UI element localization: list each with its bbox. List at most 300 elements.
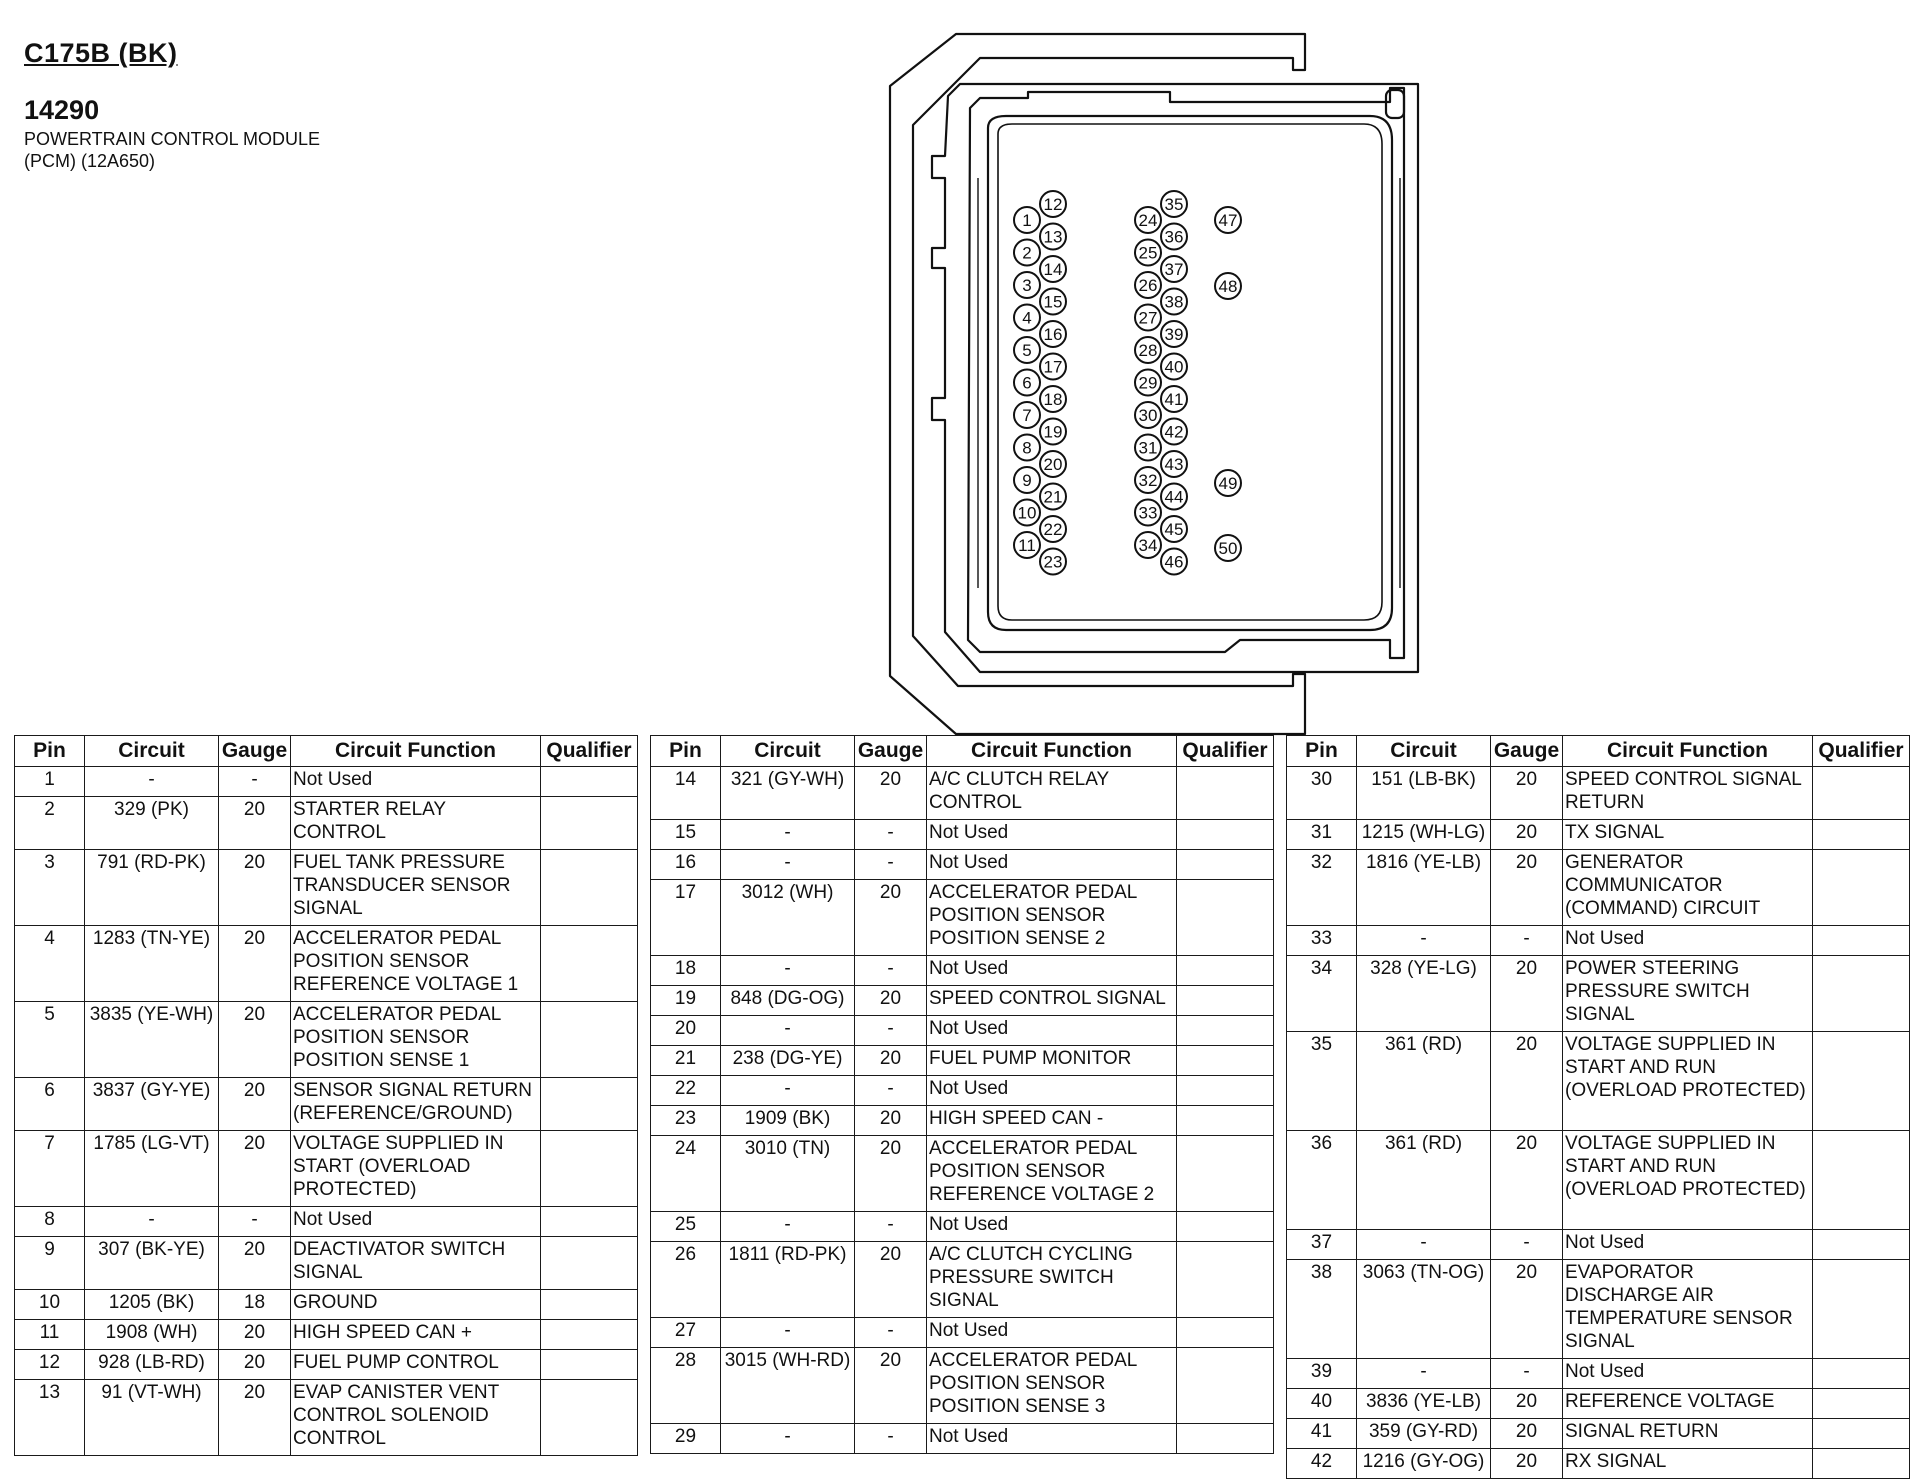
cell-qualifier bbox=[1813, 1449, 1910, 1479]
column-header-function: Circuit Function bbox=[1563, 736, 1813, 767]
cell-qualifier bbox=[1813, 926, 1910, 956]
cell-gauge: - bbox=[855, 1318, 927, 1348]
cell-pin: 30 bbox=[1287, 767, 1357, 820]
cell-gauge: 20 bbox=[855, 1242, 927, 1318]
table-row bbox=[15, 797, 638, 850]
cell-function: ACCELERATOR PEDAL POSITION SENSOR POSITION SENSE 3 bbox=[927, 1348, 1177, 1424]
cell-qualifier bbox=[541, 850, 638, 926]
table-row bbox=[1287, 1032, 1910, 1131]
pin-number-label: 4 bbox=[1022, 308, 1032, 328]
cell-pin: 14 bbox=[651, 767, 721, 820]
pin-number-label: 19 bbox=[1043, 422, 1063, 442]
pin-number-label: 36 bbox=[1164, 227, 1184, 247]
cell-circuit: - bbox=[721, 1212, 855, 1242]
cell-qualifier bbox=[1177, 1016, 1274, 1046]
table-row bbox=[651, 956, 1274, 986]
table-row bbox=[1287, 1230, 1910, 1260]
pinout-table-2 bbox=[650, 735, 1274, 1454]
cell-function: SIGNAL RETURN bbox=[1563, 1419, 1813, 1449]
pin-number-label: 10 bbox=[1017, 503, 1037, 523]
pin-number-label: 50 bbox=[1218, 539, 1238, 558]
pin-number-label: 43 bbox=[1164, 455, 1184, 474]
table-row bbox=[1287, 767, 1910, 820]
column-header-function: Circuit Function bbox=[927, 736, 1177, 767]
connector-id: C175B (BK) bbox=[24, 38, 178, 68]
table-row bbox=[1287, 1359, 1910, 1389]
cell-gauge: 20 bbox=[1491, 1260, 1563, 1359]
connector-header bbox=[24, 38, 320, 172]
table-row bbox=[15, 1207, 638, 1237]
pin-number-label: 17 bbox=[1043, 357, 1063, 377]
cell-pin: 5 bbox=[15, 1002, 85, 1078]
cell-function: ACCELERATOR PEDAL POSITION SENSOR REFERENCE VOLTAGE 2 bbox=[927, 1136, 1177, 1212]
table-row bbox=[1287, 1449, 1910, 1479]
cell-circuit: 1216 (GY-OG) bbox=[1357, 1449, 1491, 1479]
cell-pin: 6 bbox=[15, 1078, 85, 1131]
cell-circuit: 3012 (WH) bbox=[721, 880, 855, 956]
cell-circuit: - bbox=[1357, 1359, 1491, 1389]
cell-qualifier bbox=[1813, 1032, 1910, 1131]
pin-number-label: 13 bbox=[1043, 227, 1063, 247]
cell-circuit: 1908 (WH) bbox=[85, 1320, 219, 1350]
cell-pin: 24 bbox=[651, 1136, 721, 1212]
cell-function: VOLTAGE SUPPLIED IN START AND RUN (OVERLOAD PROTECTED) bbox=[1563, 1131, 1813, 1230]
cell-pin: 29 bbox=[651, 1424, 721, 1454]
pin-number-label: 1 bbox=[1022, 211, 1032, 230]
cell-circuit: 3010 (TN) bbox=[721, 1136, 855, 1212]
cell-function: SPEED CONTROL SIGNAL RETURN bbox=[1563, 767, 1813, 820]
cell-gauge: 20 bbox=[1491, 1449, 1563, 1479]
cell-gauge: 20 bbox=[219, 926, 291, 1002]
cell-circuit: - bbox=[1357, 926, 1491, 956]
cell-pin: 36 bbox=[1287, 1131, 1357, 1230]
table-row bbox=[651, 1016, 1274, 1046]
table-row bbox=[1287, 1131, 1910, 1230]
cell-circuit: 1215 (WH-LG) bbox=[1357, 820, 1491, 850]
cell-qualifier bbox=[1177, 850, 1274, 880]
cell-qualifier bbox=[1177, 820, 1274, 850]
cell-pin: 1 bbox=[15, 767, 85, 797]
cell-circuit: - bbox=[85, 1207, 219, 1237]
cell-pin: 20 bbox=[651, 1016, 721, 1046]
cell-qualifier bbox=[541, 926, 638, 1002]
pin-number-label: 16 bbox=[1043, 325, 1063, 344]
cell-pin: 9 bbox=[15, 1237, 85, 1290]
cell-pin: 8 bbox=[15, 1207, 85, 1237]
cell-qualifier bbox=[541, 1131, 638, 1207]
cell-pin: 26 bbox=[651, 1242, 721, 1318]
pin-number-label: 3 bbox=[1022, 276, 1032, 295]
cell-function: REFERENCE VOLTAGE bbox=[1563, 1389, 1813, 1419]
cell-qualifier bbox=[541, 797, 638, 850]
cell-gauge: 18 bbox=[219, 1290, 291, 1320]
table-row bbox=[651, 986, 1274, 1016]
table-row bbox=[651, 1424, 1274, 1454]
table-row bbox=[15, 1237, 638, 1290]
cell-gauge: 20 bbox=[1491, 820, 1563, 850]
cell-gauge: 20 bbox=[219, 1078, 291, 1131]
table-row bbox=[15, 767, 638, 797]
pin-number-label: 6 bbox=[1022, 373, 1032, 393]
cell-function: VOLTAGE SUPPLIED IN START (OVERLOAD PROTECTED) bbox=[291, 1131, 541, 1207]
cell-gauge: 20 bbox=[855, 1348, 927, 1424]
cell-function: Not Used bbox=[927, 1318, 1177, 1348]
cell-qualifier bbox=[1177, 1212, 1274, 1242]
cell-pin: 3 bbox=[15, 850, 85, 926]
connector-face-diagram bbox=[870, 28, 1460, 740]
column-header-gauge: Gauge bbox=[1491, 736, 1563, 767]
column-header-qualifier: Qualifier bbox=[1813, 736, 1910, 767]
cell-circuit: - bbox=[721, 1076, 855, 1106]
cell-pin: 22 bbox=[651, 1076, 721, 1106]
table-row bbox=[651, 1348, 1274, 1424]
cell-pin: 17 bbox=[651, 880, 721, 956]
pin-group bbox=[1014, 191, 1241, 575]
pin-number-label: 23 bbox=[1043, 552, 1063, 572]
cell-qualifier bbox=[1177, 1242, 1274, 1318]
cell-circuit: 1283 (TN-YE) bbox=[85, 926, 219, 1002]
cell-qualifier bbox=[1813, 850, 1910, 926]
pin-number-label: 48 bbox=[1218, 277, 1238, 296]
pin-number-label: 40 bbox=[1164, 357, 1184, 377]
cell-qualifier bbox=[1177, 880, 1274, 956]
column-header-gauge: Gauge bbox=[855, 736, 927, 767]
cell-function: HIGH SPEED CAN + bbox=[291, 1320, 541, 1350]
cell-gauge: 20 bbox=[855, 767, 927, 820]
cell-circuit: 307 (BK-YE) bbox=[85, 1237, 219, 1290]
cell-gauge: 20 bbox=[1491, 1389, 1563, 1419]
cell-function: ACCELERATOR PEDAL POSITION SENSOR REFERENCE VOLTAGE 1 bbox=[291, 926, 541, 1002]
cell-circuit: 328 (YE-LG) bbox=[1357, 956, 1491, 1032]
cell-circuit: - bbox=[721, 1424, 855, 1454]
cell-pin: 32 bbox=[1287, 850, 1357, 926]
table-row bbox=[651, 767, 1274, 820]
cell-gauge: - bbox=[1491, 1359, 1563, 1389]
cell-qualifier bbox=[1813, 956, 1910, 1032]
cell-qualifier bbox=[541, 1320, 638, 1350]
cell-circuit: 1816 (YE-LB) bbox=[1357, 850, 1491, 926]
cell-gauge: 20 bbox=[219, 1350, 291, 1380]
cell-qualifier bbox=[1813, 1359, 1910, 1389]
cell-qualifier bbox=[541, 1290, 638, 1320]
table-row bbox=[1287, 1419, 1910, 1449]
cell-qualifier bbox=[541, 1380, 638, 1456]
cell-function: HIGH SPEED CAN - bbox=[927, 1106, 1177, 1136]
cell-circuit: 848 (DG-OG) bbox=[721, 986, 855, 1016]
cell-gauge: 20 bbox=[219, 850, 291, 926]
cell-pin: 28 bbox=[651, 1348, 721, 1424]
component-description bbox=[24, 128, 320, 172]
cell-function: FUEL TANK PRESSURE TRANSDUCER SENSOR SIGNAL bbox=[291, 850, 541, 926]
cell-pin: 25 bbox=[651, 1212, 721, 1242]
cell-function: A/C CLUTCH CYCLING PRESSURE SWITCH SIGNAL bbox=[927, 1242, 1177, 1318]
table-row bbox=[651, 1106, 1274, 1136]
cell-function: SPEED CONTROL SIGNAL bbox=[927, 986, 1177, 1016]
table-row bbox=[15, 1078, 638, 1131]
cell-circuit: 321 (GY-WH) bbox=[721, 767, 855, 820]
pin-number-label: 42 bbox=[1164, 422, 1184, 442]
cell-circuit: 361 (RD) bbox=[1357, 1032, 1491, 1131]
cell-gauge: - bbox=[855, 1076, 927, 1106]
column-header-gauge: Gauge bbox=[219, 736, 291, 767]
cell-qualifier bbox=[1813, 1230, 1910, 1260]
cell-qualifier bbox=[1177, 1348, 1274, 1424]
pin-number-label: 28 bbox=[1138, 341, 1158, 360]
cell-qualifier bbox=[1177, 1318, 1274, 1348]
cell-function: SENSOR SIGNAL RETURN (REFERENCE/GROUND) bbox=[291, 1078, 541, 1131]
cell-gauge: 20 bbox=[855, 1106, 927, 1136]
cell-function: ACCELERATOR PEDAL POSITION SENSOR POSITION SENSE 2 bbox=[927, 880, 1177, 956]
table-row bbox=[1287, 956, 1910, 1032]
pin-number-label: 14 bbox=[1043, 260, 1063, 279]
cell-function: A/C CLUTCH RELAY CONTROL bbox=[927, 767, 1177, 820]
table-row bbox=[651, 1136, 1274, 1212]
cell-circuit: 791 (RD-PK) bbox=[85, 850, 219, 926]
cell-gauge: - bbox=[855, 850, 927, 880]
cell-circuit: 329 (PK) bbox=[85, 797, 219, 850]
cell-gauge: 20 bbox=[1491, 1032, 1563, 1131]
cell-pin: 13 bbox=[15, 1380, 85, 1456]
cell-function: RX SIGNAL bbox=[1563, 1449, 1813, 1479]
cell-function: FUEL PUMP MONITOR bbox=[927, 1046, 1177, 1076]
cell-circuit: 361 (RD) bbox=[1357, 1131, 1491, 1230]
cell-pin: 33 bbox=[1287, 926, 1357, 956]
cell-qualifier bbox=[1177, 1076, 1274, 1106]
pin-number-label: 37 bbox=[1164, 260, 1184, 279]
cell-circuit: 3015 (WH-RD) bbox=[721, 1348, 855, 1424]
cell-function: Not Used bbox=[291, 767, 541, 797]
cell-gauge: 20 bbox=[855, 880, 927, 956]
cell-function: GROUND bbox=[291, 1290, 541, 1320]
cell-gauge: 20 bbox=[219, 797, 291, 850]
cell-gauge: - bbox=[855, 956, 927, 986]
pin-number-label: 15 bbox=[1043, 292, 1063, 312]
cell-circuit: 3837 (GY-YE) bbox=[85, 1078, 219, 1131]
cell-function: STARTER RELAY CONTROL bbox=[291, 797, 541, 850]
cell-pin: 12 bbox=[15, 1350, 85, 1380]
cell-pin: 42 bbox=[1287, 1449, 1357, 1479]
cell-pin: 4 bbox=[15, 926, 85, 1002]
cell-function: Not Used bbox=[1563, 1230, 1813, 1260]
pinout-table-1 bbox=[14, 735, 638, 1456]
cell-qualifier bbox=[1177, 1424, 1274, 1454]
table-row bbox=[651, 820, 1274, 850]
pin-number-label: 33 bbox=[1138, 503, 1158, 523]
cell-circuit: - bbox=[721, 1318, 855, 1348]
cell-gauge: 20 bbox=[855, 986, 927, 1016]
pin-number-label: 25 bbox=[1138, 243, 1158, 263]
cell-pin: 27 bbox=[651, 1318, 721, 1348]
column-header-pin: Pin bbox=[15, 736, 85, 767]
cell-function: Not Used bbox=[291, 1207, 541, 1237]
cell-gauge: 20 bbox=[1491, 850, 1563, 926]
pin-number-label: 26 bbox=[1138, 276, 1158, 295]
cell-function: Not Used bbox=[927, 1076, 1177, 1106]
cell-qualifier bbox=[541, 767, 638, 797]
pin-number-label: 12 bbox=[1043, 195, 1063, 214]
cell-qualifier bbox=[541, 1078, 638, 1131]
cell-pin: 37 bbox=[1287, 1230, 1357, 1260]
pin-number-label: 38 bbox=[1164, 292, 1184, 312]
cell-circuit: 238 (DG-YE) bbox=[721, 1046, 855, 1076]
cell-function: Not Used bbox=[1563, 926, 1813, 956]
pin-number-label: 49 bbox=[1218, 474, 1238, 493]
cell-pin: 7 bbox=[15, 1131, 85, 1207]
cell-circuit: 1811 (RD-PK) bbox=[721, 1242, 855, 1318]
pin-number-label: 39 bbox=[1164, 325, 1184, 344]
cell-gauge: 20 bbox=[1491, 1419, 1563, 1449]
cell-qualifier bbox=[541, 1207, 638, 1237]
pin-number-label: 22 bbox=[1043, 520, 1063, 539]
cell-gauge: 20 bbox=[1491, 1131, 1563, 1230]
table-row bbox=[651, 1046, 1274, 1076]
cell-circuit: 1909 (BK) bbox=[721, 1106, 855, 1136]
cell-circuit: 3836 (YE-LB) bbox=[1357, 1389, 1491, 1419]
latch-window bbox=[1386, 90, 1404, 118]
table-row bbox=[15, 1290, 638, 1320]
table-row bbox=[651, 1212, 1274, 1242]
cell-pin: 23 bbox=[651, 1106, 721, 1136]
cell-qualifier bbox=[541, 1002, 638, 1078]
part-number: 14290 bbox=[24, 95, 100, 125]
cell-function: Not Used bbox=[927, 1016, 1177, 1046]
cell-pin: 15 bbox=[651, 820, 721, 850]
cell-qualifier bbox=[1813, 1131, 1910, 1230]
cell-gauge: - bbox=[1491, 926, 1563, 956]
table-row bbox=[651, 850, 1274, 880]
pin-number-label: 2 bbox=[1022, 243, 1032, 263]
cell-pin: 10 bbox=[15, 1290, 85, 1320]
cell-function: DEACTIVATOR SWITCH SIGNAL bbox=[291, 1237, 541, 1290]
cell-qualifier bbox=[1177, 1106, 1274, 1136]
column-header-circuit: Circuit bbox=[85, 736, 219, 767]
cell-qualifier bbox=[1813, 767, 1910, 820]
pin-number-label: 32 bbox=[1138, 471, 1158, 490]
cell-circuit: 359 (GY-RD) bbox=[1357, 1419, 1491, 1449]
cell-circuit: 1785 (LG-VT) bbox=[85, 1131, 219, 1207]
pin-number-label: 5 bbox=[1022, 341, 1032, 360]
cell-circuit: - bbox=[721, 1016, 855, 1046]
cell-qualifier bbox=[1813, 820, 1910, 850]
cell-function: POWER STEERING PRESSURE SWITCH SIGNAL bbox=[1563, 956, 1813, 1032]
cell-qualifier bbox=[1813, 1260, 1910, 1359]
table-row bbox=[651, 880, 1274, 956]
table-row bbox=[15, 1380, 638, 1456]
column-header-circuit: Circuit bbox=[1357, 736, 1491, 767]
cell-function: Not Used bbox=[927, 1424, 1177, 1454]
cell-gauge: - bbox=[855, 820, 927, 850]
cell-qualifier bbox=[1177, 1136, 1274, 1212]
cell-function: Not Used bbox=[927, 850, 1177, 880]
cell-circuit: 91 (VT-WH) bbox=[85, 1380, 219, 1456]
cell-qualifier bbox=[1177, 1046, 1274, 1076]
cell-function: Not Used bbox=[1563, 1359, 1813, 1389]
cell-pin: 41 bbox=[1287, 1419, 1357, 1449]
cell-gauge: 20 bbox=[219, 1131, 291, 1207]
cell-gauge: - bbox=[855, 1016, 927, 1046]
cell-gauge: 20 bbox=[1491, 956, 1563, 1032]
table-row bbox=[651, 1076, 1274, 1106]
cell-qualifier bbox=[541, 1237, 638, 1290]
cell-qualifier bbox=[1177, 956, 1274, 986]
cell-circuit: - bbox=[721, 820, 855, 850]
pin-number-label: 7 bbox=[1022, 406, 1032, 425]
cell-function: Not Used bbox=[927, 1212, 1177, 1242]
cell-circuit: 3835 (YE-WH) bbox=[85, 1002, 219, 1078]
table-row bbox=[1287, 820, 1910, 850]
description-line-1: POWERTRAIN CONTROL MODULE bbox=[24, 129, 321, 149]
cell-function: VOLTAGE SUPPLIED IN START AND RUN (OVERLOAD PROTECTED) bbox=[1563, 1032, 1813, 1131]
table-row bbox=[1287, 850, 1910, 926]
cell-gauge: - bbox=[1491, 1230, 1563, 1260]
column-header-pin: Pin bbox=[651, 736, 721, 767]
cell-pin: 40 bbox=[1287, 1389, 1357, 1419]
table-row bbox=[1287, 926, 1910, 956]
pin-number-label: 24 bbox=[1138, 211, 1158, 230]
cell-gauge: 20 bbox=[219, 1002, 291, 1078]
pin-number-label: 9 bbox=[1022, 471, 1032, 490]
cell-gauge: 20 bbox=[219, 1237, 291, 1290]
cell-pin: 11 bbox=[15, 1320, 85, 1350]
pin-number-label: 20 bbox=[1043, 455, 1063, 474]
description-line-2: (PCM) (12A650) bbox=[24, 151, 156, 171]
pin-number-label: 34 bbox=[1138, 536, 1158, 555]
cell-pin: 39 bbox=[1287, 1359, 1357, 1389]
cell-qualifier bbox=[1813, 1419, 1910, 1449]
cell-qualifier bbox=[1177, 986, 1274, 1016]
cell-circuit: 1205 (BK) bbox=[85, 1290, 219, 1320]
cell-function: EVAP CANISTER VENT CONTROL SOLENOID CONTROL bbox=[291, 1380, 541, 1456]
cell-function: FUEL PUMP CONTROL bbox=[291, 1350, 541, 1380]
cell-pin: 16 bbox=[651, 850, 721, 880]
cell-function: ACCELERATOR PEDAL POSITION SENSOR POSITION SENSE 1 bbox=[291, 1002, 541, 1078]
cell-function: GENERATOR COMMUNICATOR (COMMAND) CIRCUIT bbox=[1563, 850, 1813, 926]
column-header-function: Circuit Function bbox=[291, 736, 541, 767]
pin-number-label: 29 bbox=[1138, 373, 1158, 393]
cell-circuit: - bbox=[721, 850, 855, 880]
table-row bbox=[651, 1242, 1274, 1318]
cell-pin: 38 bbox=[1287, 1260, 1357, 1359]
pin-number-label: 35 bbox=[1164, 195, 1184, 214]
pin-number-label: 21 bbox=[1043, 487, 1063, 507]
cell-pin: 21 bbox=[651, 1046, 721, 1076]
pin-number-label: 30 bbox=[1138, 406, 1158, 425]
cell-gauge: 20 bbox=[219, 1320, 291, 1350]
pin-number-label: 46 bbox=[1164, 552, 1184, 572]
cell-pin: 19 bbox=[651, 986, 721, 1016]
cell-pin: 2 bbox=[15, 797, 85, 850]
pin-number-label: 27 bbox=[1138, 308, 1158, 328]
cell-circuit: 3063 (TN-OG) bbox=[1357, 1260, 1491, 1359]
cell-gauge: 20 bbox=[219, 1380, 291, 1456]
table-row bbox=[15, 926, 638, 1002]
cell-function: Not Used bbox=[927, 956, 1177, 986]
pin-number-label: 45 bbox=[1164, 520, 1184, 539]
column-header-qualifier: Qualifier bbox=[1177, 736, 1274, 767]
cell-function: Not Used bbox=[927, 820, 1177, 850]
column-header-pin: Pin bbox=[1287, 736, 1357, 767]
pin-number-label: 44 bbox=[1164, 487, 1184, 507]
cell-pin: 31 bbox=[1287, 820, 1357, 850]
pin-number-label: 18 bbox=[1043, 390, 1063, 409]
cell-gauge: - bbox=[855, 1212, 927, 1242]
cell-circuit: - bbox=[721, 956, 855, 986]
cell-circuit: 151 (LB-BK) bbox=[1357, 767, 1491, 820]
cell-circuit: 928 (LB-RD) bbox=[85, 1350, 219, 1380]
pin-number-label: 8 bbox=[1022, 438, 1032, 458]
table-row bbox=[15, 1320, 638, 1350]
table-row bbox=[651, 1318, 1274, 1348]
